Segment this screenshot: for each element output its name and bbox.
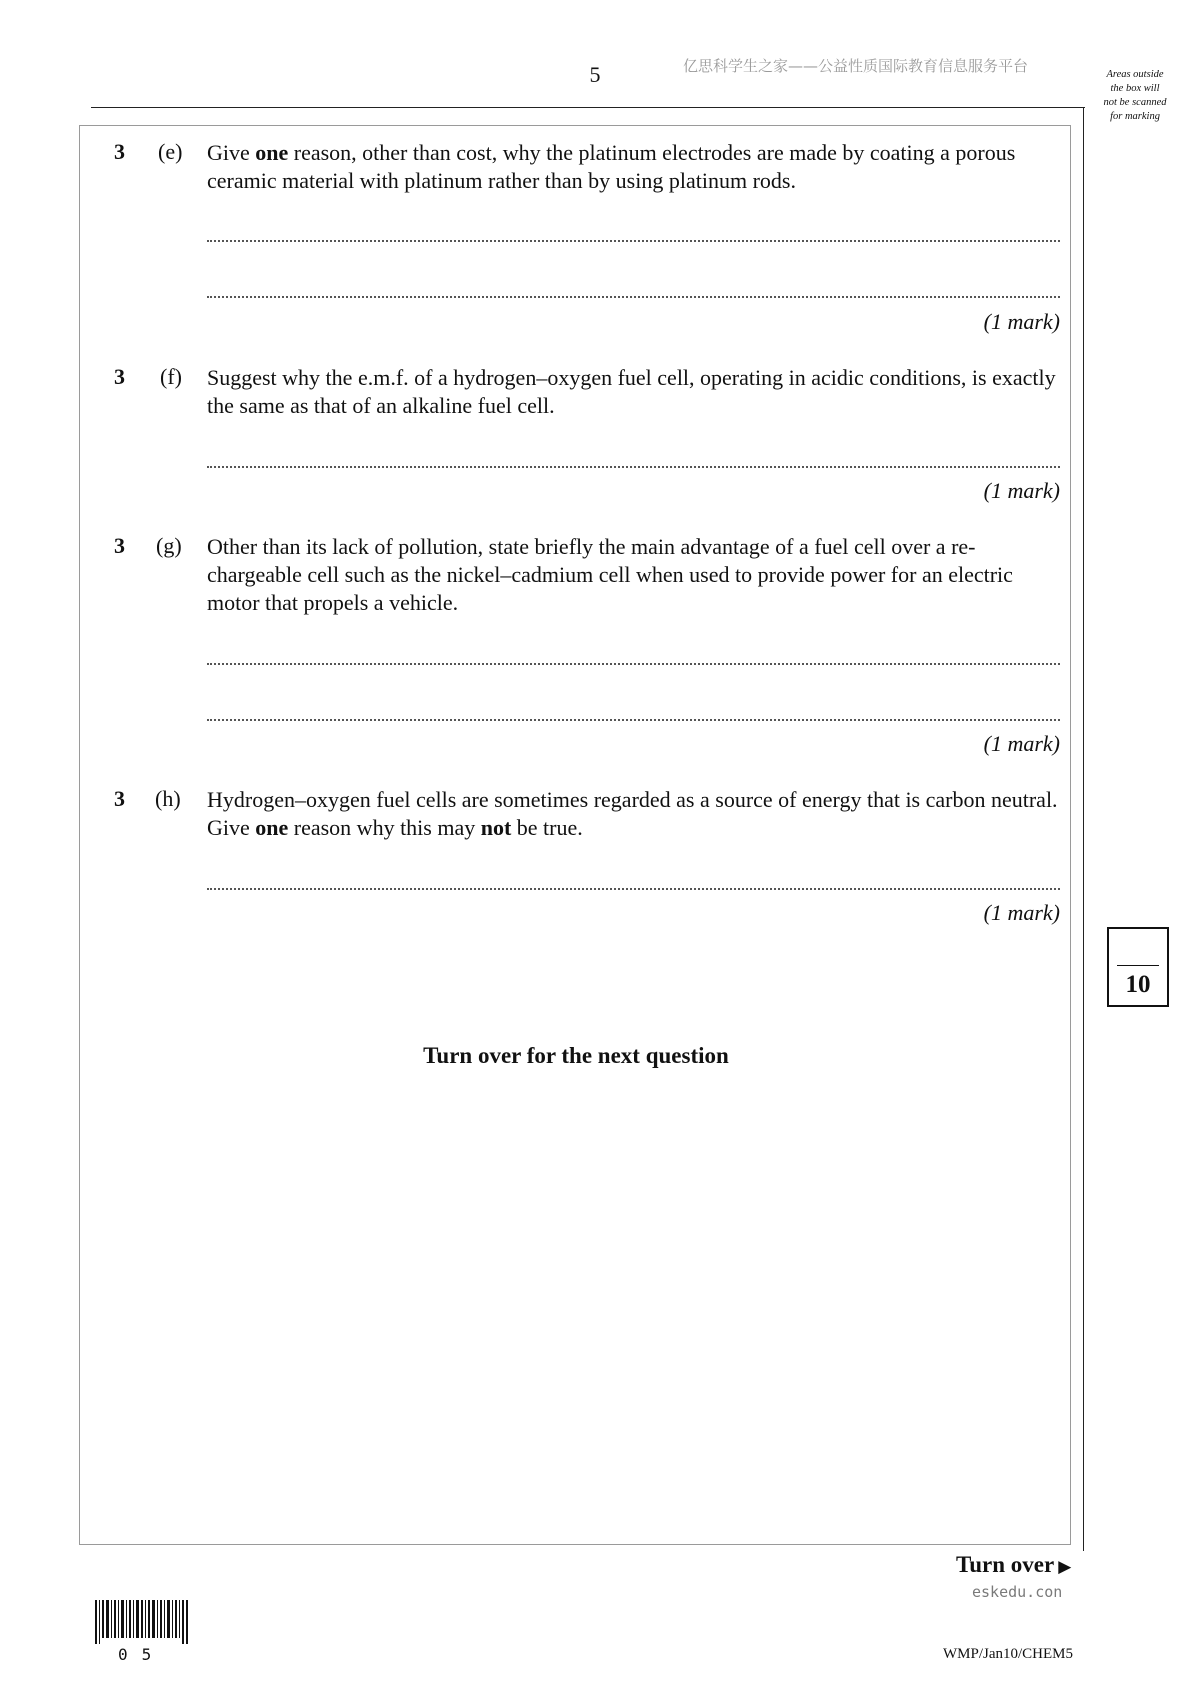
text-run: reason, other than cost, why the platinum electrodes are made by coating a porous ceramic material with platinum rather than by using platinum rods.: [207, 140, 1016, 193]
top-rule: [91, 107, 1085, 108]
turn-over-text: Turn over: [956, 1552, 1055, 1577]
mark-allocation: (1 mark): [983, 309, 1060, 334]
text-run: reason why this may: [288, 815, 481, 840]
margin-note: [1087, 68, 1183, 124]
site-watermark: eskedu.con: [972, 1583, 1063, 1601]
question-text: [207, 533, 1060, 617]
question-number: 3: [114, 533, 125, 558]
mark-allocation: (1 mark): [983, 731, 1060, 756]
answer-line[interactable]: [207, 888, 1060, 890]
question-number: 3: [114, 786, 125, 811]
text-run: Hydrogen–oxygen fuel cells are sometimes regarded as a source of energy that is carbon neutral. Give: [207, 787, 1058, 840]
text-run: Give: [207, 140, 256, 165]
question-text: [207, 139, 1060, 195]
score-total: 10: [1125, 971, 1151, 998]
paper-code: WMP/Jan10/CHEM5: [943, 1646, 1074, 1662]
score-box-rule: [1117, 965, 1159, 966]
emphasis-text: one: [255, 140, 289, 165]
emphasis-text: not: [480, 815, 512, 840]
question-number: 3: [114, 364, 125, 389]
answer-line[interactable]: [207, 240, 1060, 242]
mark-allocation: (1 mark): [983, 900, 1060, 925]
question-part: (e): [158, 139, 183, 164]
answer-line[interactable]: [207, 663, 1060, 665]
turn-over-label: [956, 1552, 1071, 1578]
question-text: [207, 786, 1060, 842]
mark-allocation: (1 mark): [983, 478, 1060, 503]
text-run: Suggest why the e.m.f. of a hydrogen–oxygen fuel cell, operating in acidic conditions, is exactly the same as that of an alkaline fuel cell.: [207, 365, 1056, 418]
barcode-icon: [95, 1600, 190, 1644]
margin-note-line: the box will: [1110, 83, 1160, 94]
question-part: (h): [155, 786, 181, 811]
margin-note-line: Areas outside: [1106, 69, 1164, 80]
answer-line[interactable]: [207, 296, 1060, 298]
emphasis-text: one: [255, 815, 289, 840]
question-number: 3: [114, 139, 125, 164]
margin-note-line: not be scanned: [1103, 97, 1167, 108]
answer-line[interactable]: [207, 466, 1060, 468]
turn-over-next-question: Turn over for the next question: [423, 1043, 729, 1068]
text-run: Other than its lack of pollution, state briefly the main advantage of a fuel cell over a re-chargeable cell such as the nickel–cadmium cell when used to provide power for an electric motor that propels a vehicle.: [207, 534, 1013, 615]
answer-line[interactable]: [207, 719, 1060, 721]
question-part: (g): [156, 533, 182, 558]
margin-rule: [1083, 107, 1084, 1551]
barcode-number: 05: [118, 1645, 166, 1664]
question-text: [207, 364, 1060, 420]
watermark-text: 亿思科学生之家——公益性质国际教育信息服务平台: [683, 57, 1029, 75]
page-number: 5: [589, 62, 601, 87]
right-arrow-icon: ▶: [1058, 1557, 1072, 1576]
margin-note-line: for marking: [1110, 111, 1160, 122]
text-run: be true.: [511, 815, 583, 840]
question-part: (f): [160, 364, 182, 389]
